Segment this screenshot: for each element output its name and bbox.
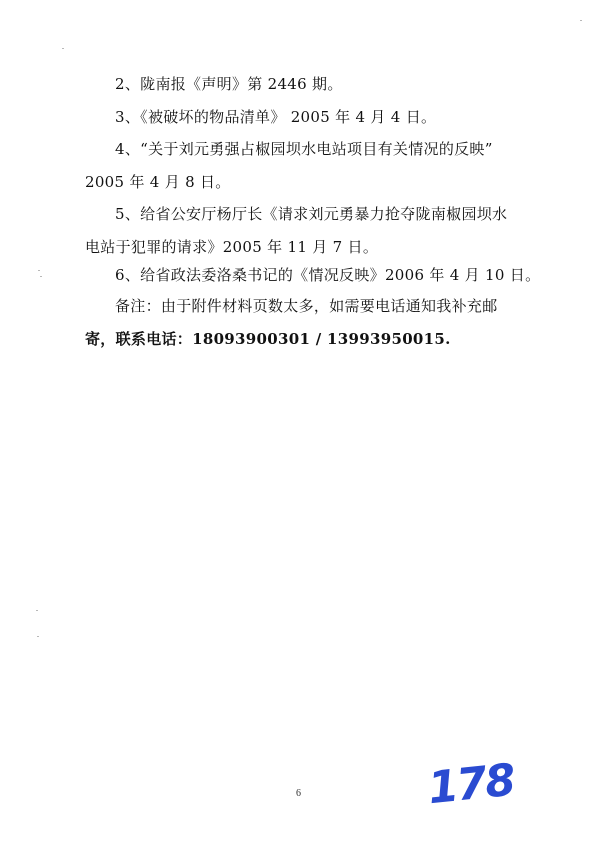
list-item-2-line-1: 2、陇南报《声明》第 2446 期。 [115,75,343,93]
list-item-4-line-2: 2005 年 4 月 8 日。 [85,173,231,191]
list-item-6-line-1: 6、给省政法委洛桑书记的《情况反映》2006 年 4 月 10 日。 [115,266,541,284]
scan-speck [40,276,42,277]
remark-line-1: 备注：由于附件材料页数太多，如需要电话通知我补充邮 [115,297,498,315]
remark-paragraph [85,297,515,348]
scan-speck [37,636,39,637]
list-item-2 [85,75,515,93]
handwritten-page-mark: 178 [425,754,517,815]
scan-speck [36,610,38,611]
list-item-4-line-1: 4、“关于刘元勇强占椒园坝水电站项目有关情况的反映” [115,140,493,158]
list-item-4 [85,140,515,191]
list-item-5-line-1: 5、给省公安厅杨厅长《请求刘元勇暴力抢夺陇南椒园坝水 [115,205,508,223]
list-item-3 [85,108,515,126]
list-item-6 [85,266,541,284]
page-number: 6 [296,788,301,799]
list-item-5 [85,205,515,256]
scan-speck [580,20,582,21]
list-item-5-line-2: 电站于犯罪的请求》2005 年 11 月 7 日。 [85,238,379,256]
scan-speck [38,270,40,271]
scan-speck [62,48,64,49]
list-item-3-line-1: 3、《被破坏的物品清单》 2005 年 4 月 4 日。 [115,108,437,126]
remark-line-2: 寄，联系电话：18093900301 / 13993950015. [85,330,451,348]
